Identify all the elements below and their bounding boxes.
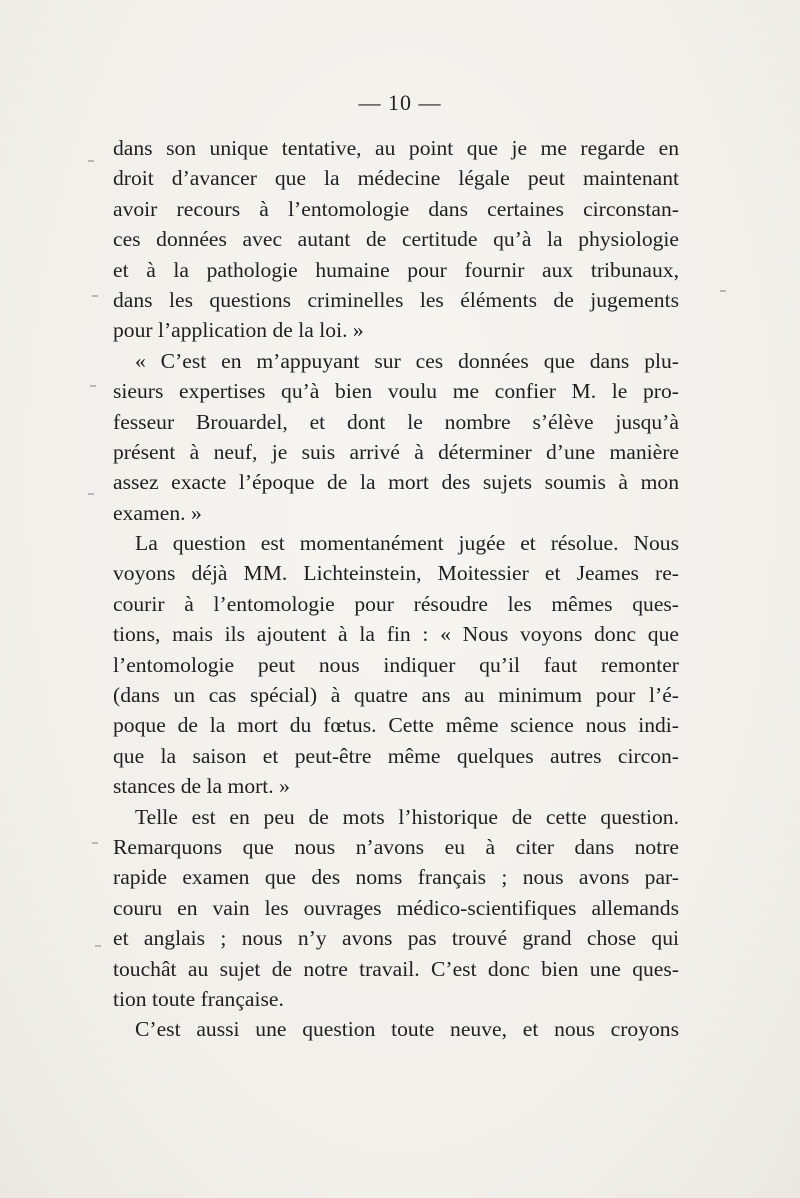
print-speck [92,842,98,844]
text-line: courir à l’entomologie pour résoudre les mêmes ques- [113,591,679,616]
text-line: « C’est en m’appuyant sur ces données que dans plu- [135,348,679,373]
print-speck [88,493,94,495]
text-line: dans son unique tentative, au point que je me regarde en [113,136,679,160]
text-line: rapide examen que des noms français ; nous avons par- [113,865,679,890]
text-line: Telle est en peu de mots l’historique de cette question. [135,804,679,829]
text-line: droit d’avancer que la médecine légale peut maintenant [113,166,679,191]
text-line: pour l’application de la loi. » [113,318,364,343]
print-speck [92,295,98,297]
text-line: tion toute française. [113,986,284,1011]
text-line: dans les questions criminelles les éléments de jugements [113,287,679,312]
text-line: et anglais ; nous n’y avons pas trouvé grand chose qui [113,926,679,951]
text-line: que la saison et peut-être même quelques autres circon- [113,743,679,768]
text-line: ces données avec autant de certitude qu’à la physiologie [113,227,679,252]
text-line: examen. » [113,500,202,525]
body-text [113,133,679,1045]
print-speck [95,945,101,947]
text-line: sieurs expertises qu’à bien voulu me confier M. le pro- [113,379,679,404]
text-line: avoir recours à l’entomologie dans certaines circonstan- [113,196,679,221]
text-line: La question est momentanément jugée et résolue. Nous [135,531,679,556]
text-line: fesseur Brouardel, et dont le nombre s’élève jusqu’à [113,409,679,434]
text-line: poque de la mort du fœtus. Cette même science nous indi- [113,713,679,738]
print-speck [90,385,96,387]
text-line: et à la pathologie humaine pour fournir aux tribunaux, [113,257,679,282]
text-line: couru en vain les ouvrages médico-scientifiques allemands [113,895,679,920]
text-line: touchât au sujet de notre travail. C’est donc bien une ques- [113,956,679,981]
text-line: l’entomologie peut nous indiquer qu’il faut remonter [113,652,679,677]
print-speck [720,290,726,292]
page-number: — 10 — [358,90,442,115]
text-line: C’est aussi une question toute neuve, et nous croyons [135,1017,679,1042]
text-line: tions, mais ils ajoutent à la fin : « Nous voyons donc que [113,622,679,647]
text-line: (dans un cas spécial) à quatre ans au minimum pour l’é- [113,683,679,708]
text-line: assez exacte l’époque de la mort des sujets soumis à mon [113,470,679,495]
text-line: Remarquons que nous n’avons eu à citer dans notre [113,834,679,859]
print-speck [88,160,94,162]
text-line: présent à neuf, je suis arrivé à déterminer d’une manière [113,439,679,464]
text-line: stances de la mort. » [113,774,290,799]
text-line: voyons déjà MM. Lichteinstein, Moitessier et Jeames re- [113,561,679,586]
